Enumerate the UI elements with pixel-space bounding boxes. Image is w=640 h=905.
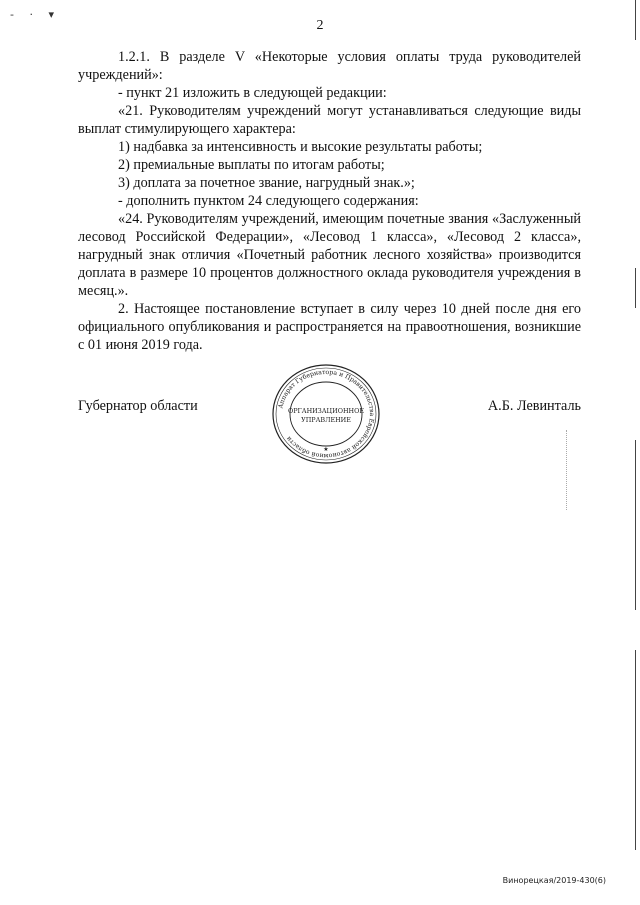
footer-code: Винорецкая/2019-430(6) — [502, 876, 606, 885]
list-item-2: 2) премиальные выплаты по итогам работы; — [118, 157, 385, 173]
scan-edge-line-bottom — [635, 650, 636, 850]
paragraph-item-24-instruction: - дополнить пунктом 24 следующего содержания: — [118, 193, 419, 209]
signer-name: А.Б. Левинталь — [487, 398, 581, 414]
paragraph-item-24-text: «24. Руководителям учреждений, имеющим почетные звания «Заслуженный лесовод Российской Федерации», «Лесовод 1 класса», «Лесовод 2 класса», нагрудный знак отличия «Почетный работник лесного хозяйства» производится доплата в размере 10 процентов должностного оклада руководителя учреждения в месяц.». — [78, 211, 581, 299]
paragraph-item-21-instruction: - пункт 21 изложить в следующей редакции: — [118, 85, 387, 101]
official-seal — [270, 362, 382, 466]
paragraph-effective-date: 2. Настоящее постановление вступает в силу через 10 дней после дня его официального опубликования и распространяется на правоотношения, возникшие с 01 июня 2019 года. — [78, 301, 581, 353]
scan-specks: - · ▾ — [10, 8, 60, 21]
document-body — [78, 48, 581, 354]
page-number: 2 — [316, 18, 324, 33]
list-item-1: 1) надбавка за интенсивность и высокие результаты работы; — [118, 139, 483, 155]
seal-inner-line-2: УПРАВЛЕНИЕ — [301, 416, 351, 424]
list-item-3: 3) доплата за почетное звание, нагрудный знак.»; — [118, 175, 415, 191]
scan-edge-line-middle — [635, 268, 636, 308]
scan-edge-line-lower — [635, 440, 636, 610]
seal-outer-text: Аппарат Губернатора и Правительства Еврейской автономной области — [277, 368, 376, 460]
signer-title: Губернатор области — [78, 398, 198, 414]
scan-artifact-dots — [566, 430, 568, 510]
seal-inner-line-1: ОРГАНИЗАЦИОННОЕ — [287, 407, 365, 415]
paragraph-1-2-1: 1.2.1. В разделе V «Некоторые условия оплаты труда руководителей учреждений»: — [78, 49, 581, 83]
scan-edge-line-top — [635, 0, 636, 40]
paragraph-item-21-text: «21. Руководителям учреждений могут устанавливаться следующие виды выплат стимулирующего характера: — [78, 103, 581, 137]
seal-star-icon: ★ — [323, 446, 329, 453]
